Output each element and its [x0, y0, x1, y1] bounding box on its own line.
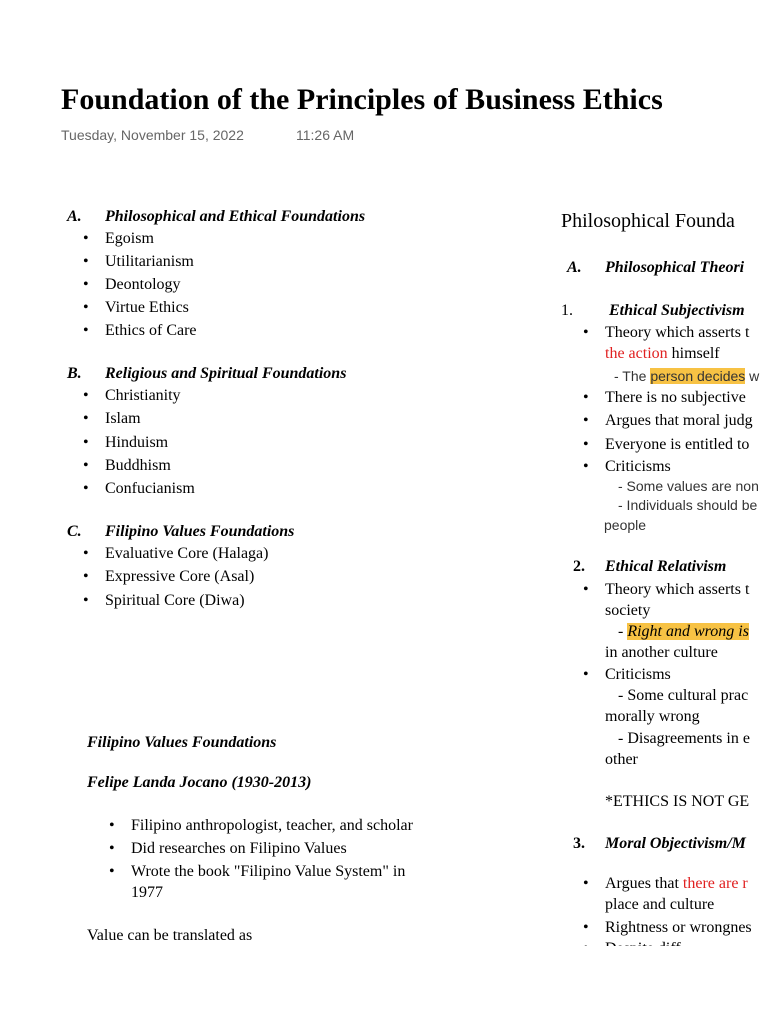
theory-1-title: Ethical Subjectivism: [609, 302, 745, 319]
list-item: [605, 875, 748, 893]
list-item-continuation: society: [605, 602, 651, 619]
list-item: • Evaluative Core (Halaga): [105, 545, 268, 563]
list-item: • Hinduism: [105, 434, 168, 452]
list-item: • Theory which asserts t: [605, 324, 749, 342]
red-text: there are r: [682, 875, 748, 892]
sub-note: people: [604, 517, 647, 533]
note-line: *ETHICS IS NOT GE: [605, 793, 750, 810]
list-item: • Utilitarianism: [105, 253, 194, 271]
text: w: [745, 368, 760, 384]
page-time: 11:26 AM: [296, 127, 355, 143]
list-item: • Islam: [105, 410, 141, 428]
section-a-title: Philosophical and Ethical Foundations: [105, 208, 366, 225]
list-item: • Christianity: [105, 387, 181, 405]
right-section-a-letter: A.: [567, 259, 582, 276]
section-a-letter: A.: [67, 208, 82, 225]
filipino-heading: Filipino Values Foundations: [87, 734, 277, 751]
highlighted-text: Right and wrong is: [627, 623, 749, 640]
felipe-heading: Felipe Landa Jocano (1930-2013): [87, 774, 312, 791]
list-item: • Spiritual Core (Diwa): [105, 592, 245, 610]
list-item-continuation: [605, 345, 720, 363]
theory-2-title: Ethical Relativism: [605, 558, 727, 575]
theory-3-number: 3.: [573, 835, 585, 852]
sub-note: - Some cultural prac: [618, 687, 749, 704]
list-item: • Filipino anthropologist, teacher, and scholar: [131, 817, 413, 835]
list-item: • Everyone is entitled to: [605, 436, 749, 454]
list-item: • Ethics of Care: [105, 322, 197, 340]
section-b-title: Religious and Spiritual Foundations: [105, 365, 347, 382]
list-item: • There is no subjective: [605, 389, 746, 407]
section-b-letter: B.: [67, 365, 82, 382]
list-item: • Confucianism: [105, 480, 195, 498]
text: -: [618, 623, 628, 640]
list-item: • Rightness or wrongnes: [605, 919, 752, 937]
list-item: • Wrote the book "Filipino Value System" in: [131, 863, 405, 881]
list-item: • Buddhism: [105, 457, 171, 475]
list-item: • Did researches on Filipino Values: [131, 840, 347, 858]
section-c-heading: [67, 523, 295, 541]
sub-note: morally wrong: [605, 708, 700, 725]
theory-3-title: Moral Objectivism/M: [605, 835, 746, 852]
section-a-heading: [67, 208, 366, 226]
sub-note: - Disagreements in e: [618, 730, 750, 747]
theory-1-heading: [561, 302, 745, 320]
list-item: • Deontology: [105, 276, 181, 294]
sub-note: in another culture: [605, 644, 718, 661]
sub-note: [618, 623, 749, 641]
section-c-title: Filipino Values Foundations: [105, 523, 295, 540]
sub-note: other: [605, 751, 638, 768]
text: Argues that: [605, 875, 683, 892]
sub-note: - Some values are non: [618, 478, 759, 494]
section-b-heading: [67, 365, 347, 383]
list-item: • Criticisms: [605, 666, 671, 684]
text: - The: [614, 368, 651, 384]
list-item: • Argues that moral judg: [605, 412, 753, 430]
highlighted-text: person decides: [650, 368, 746, 384]
value-line: Value can be translated as: [87, 927, 253, 944]
theory-1-number: 1.: [561, 302, 573, 319]
right-section-a-heading: [567, 259, 745, 277]
list-item: • Expressive Core (Asal): [105, 568, 254, 586]
list-item: • Criticisms: [605, 458, 671, 476]
list-item: • Egoism: [105, 230, 154, 248]
list-item-continuation: place and culture: [605, 896, 715, 913]
page-title: Foundation of the Principles of Business Ethics: [61, 83, 663, 116]
list-item: • Theory which asserts t: [605, 581, 749, 599]
theory-2-heading: [573, 558, 727, 576]
section-c-letter: C.: [67, 523, 82, 540]
list-item-continuation: 1977: [131, 884, 163, 901]
page-date: Tuesday, November 15, 2022: [61, 127, 244, 143]
red-text: the action: [605, 345, 668, 362]
right-heading: Philosophical Founda: [561, 210, 735, 232]
theory-2-number: 2.: [573, 558, 585, 575]
sub-note: - Individuals should be: [618, 497, 758, 513]
text: himself: [667, 345, 720, 362]
page-bottom-whitespace: [0, 946, 768, 1024]
theory-3-heading: [573, 835, 746, 853]
right-section-a-title: Philosophical Theori: [605, 259, 745, 276]
list-item: • Virtue Ethics: [105, 299, 189, 317]
sub-note: [614, 368, 759, 384]
